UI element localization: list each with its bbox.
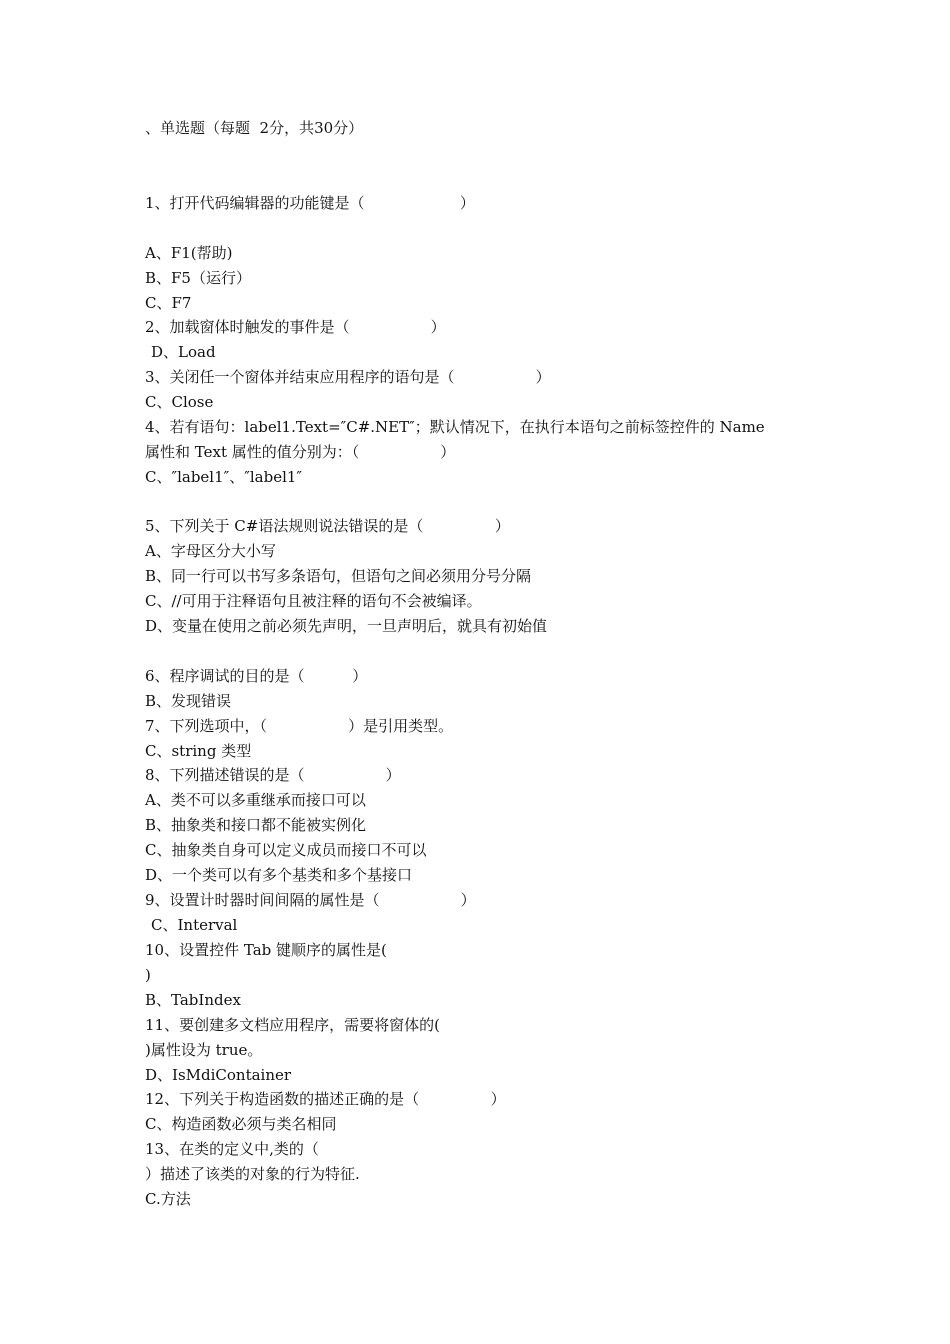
option-line: A、类不可以多重继承而接口可以 bbox=[145, 791, 366, 809]
answer-line: C、Interval bbox=[151, 916, 238, 934]
question-4-continued: 属性和 Text 属性的值分别为：（ ） bbox=[145, 443, 456, 461]
question-3: 3、关闭任一个窗体并结束应用程序的语句是（ ） bbox=[145, 368, 551, 386]
answer-line: C、″label1″、″label1″ bbox=[145, 468, 303, 486]
answer-line: D、Load bbox=[151, 343, 216, 361]
answer-line: C、Close bbox=[145, 393, 214, 411]
question-6: 6、程序调试的目的是（ ） bbox=[145, 667, 368, 685]
answer-line: D、一个类可以有多个基类和多个基接口 bbox=[145, 866, 413, 884]
question-11-continued: )属性设为 true。 bbox=[145, 1041, 263, 1059]
answer-line: B、TabIndex bbox=[145, 991, 241, 1009]
answer-line: C、string 类型 bbox=[145, 742, 252, 760]
answer-line: B、发现错误 bbox=[145, 692, 232, 710]
question-4: 4、若有语句：label1.Text=″C#.NET″；默认情况下，在执行本语句之前标签控件的 Name bbox=[145, 418, 765, 436]
answer-line: D、IsMdiContainer bbox=[145, 1066, 292, 1084]
option-line: A、F1(帮助) bbox=[145, 244, 233, 262]
question-9: 9、设置计时器时间间隔的属性是（ ） bbox=[145, 891, 476, 909]
option-line: B、F5（运行） bbox=[145, 269, 251, 287]
question-11: 11、要创建多文档应用程序，需要将窗体的( bbox=[145, 1016, 440, 1034]
option-line: B、同一行可以书写多条语句，但语句之间必须用分号分隔 bbox=[145, 567, 532, 585]
answer-line: C、构造函数必须与类名相同 bbox=[145, 1115, 337, 1133]
option-line: C、抽象类自身可以定义成员而接口不可以 bbox=[145, 841, 427, 859]
answer-line: C.方法 bbox=[145, 1190, 191, 1208]
answer-line: D、变量在使用之前必须先声明，一旦声明后，就具有初始值 bbox=[145, 617, 548, 635]
section-header: 、单选题（每题 2分，共30分） bbox=[145, 119, 364, 137]
option-line: C、//可用于注释语句且被注释的语句不会被编译。 bbox=[145, 592, 482, 610]
question-13: 13、在类的定义中,类的（ bbox=[145, 1140, 319, 1158]
option-line: A、字母区分大小写 bbox=[145, 542, 276, 560]
question-7: 7、下列选项中，（ ）是引用类型。 bbox=[145, 717, 454, 735]
question-12: 12、下列关于构造函数的描述正确的是（ ） bbox=[145, 1090, 506, 1108]
question-2: 2、加载窗体时触发的事件是（ ） bbox=[145, 318, 446, 336]
question-8: 8、下列描述错误的是（ ） bbox=[145, 766, 401, 784]
question-5: 5、下列关于 C#语法规则说法错误的是（ ） bbox=[145, 517, 510, 535]
answer-line: C、F7 bbox=[145, 294, 192, 312]
question-10-continued: ) bbox=[145, 966, 151, 984]
question-10: 10、设置控件 Tab 键顺序的属性是( bbox=[145, 941, 387, 959]
option-line: B、抽象类和接口都不能被实例化 bbox=[145, 816, 367, 834]
question-1: 1、打开代码编辑器的功能键是（ ） bbox=[145, 194, 475, 212]
question-13-continued: ）描述了该类的对象的行为特征. bbox=[145, 1165, 360, 1183]
